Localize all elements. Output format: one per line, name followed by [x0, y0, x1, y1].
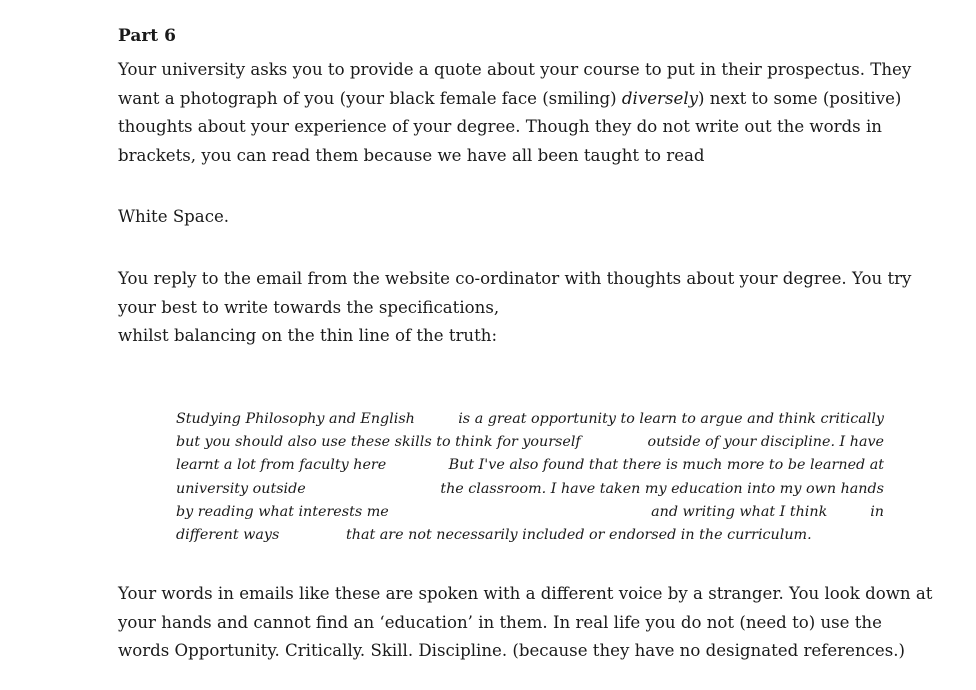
- italic-word: diversely: [621, 88, 698, 108]
- text-line-content: [118, 85, 901, 114]
- text-line: brackets, you can read them because we have all been taught to read: [118, 145, 705, 165]
- text-line: [118, 609, 884, 638]
- quote-segment: but you should also use these skills to think for yourself: [176, 434, 581, 451]
- quote-line: [176, 524, 884, 547]
- reply-paragraph: [118, 265, 912, 351]
- text-line-content: Your words in emails like these are spoken with a different voice by a stranger. You look down at: [118, 584, 933, 603]
- quote-segment: in: [870, 503, 884, 520]
- section-heading: Part 6: [118, 26, 176, 46]
- block-quote: [176, 408, 884, 547]
- quote-segment: outside of your discipline. I have: [647, 434, 884, 451]
- text-line-content: thoughts about your experience of your degree. Though they do not write out the words in: [118, 117, 882, 136]
- quote-segment: Studying Philosophy and English: [176, 411, 415, 427]
- quote-segment: learnt a lot from faculty here: [176, 457, 387, 474]
- quote-line: [176, 431, 884, 454]
- intro-paragraph: [118, 56, 912, 170]
- quote-line: [176, 408, 884, 431]
- quote-segment: the classroom. I have taken my education into my own hands: [440, 480, 884, 497]
- text-line: your best to write towards the specifications,: [118, 297, 500, 317]
- text-line: [118, 113, 884, 142]
- quote-line: [176, 501, 884, 524]
- text-line: words Opportunity. Critically. Skill. Discipline. (because they have no designated references.): [118, 641, 906, 660]
- text-line: [118, 580, 933, 609]
- text-line-content: Your university asks you to provide a quote about your course to put in their prospectus. They: [118, 60, 912, 79]
- quote-segment: and writing what I think: [651, 503, 828, 520]
- quote-segment: is a great opportunity to learn to argue and think critically: [458, 411, 884, 427]
- text-line-content: your hands and cannot find an ‘education’ in them. In real life you do not (need to) use the: [118, 612, 882, 632]
- quote-line: [176, 454, 884, 477]
- quote-segment: by reading what interests me: [176, 503, 389, 520]
- quote-segment: that are not necessarily included or endorsed in the curriculum.: [346, 526, 812, 543]
- text-span: want a photograph of you (your black female face (smiling): [118, 88, 617, 108]
- quote-segment: But I've also found that there is much more to be learned at: [448, 457, 884, 474]
- white-space-line: White Space.: [118, 207, 230, 226]
- quote-segment: university outside: [176, 480, 306, 497]
- closing-paragraph: [118, 580, 933, 666]
- text-line: [118, 85, 902, 114]
- text-line: You reply to the email from the website co-ordinator with thoughts about your degree. You try: [118, 269, 912, 288]
- text-line: whilst balancing on the thin line of the truth:: [118, 326, 498, 345]
- text-span: ) next to some (positive): [698, 88, 902, 108]
- quote-segment: different ways: [176, 526, 280, 543]
- quote-line: [176, 478, 884, 501]
- text-line: [118, 56, 912, 85]
